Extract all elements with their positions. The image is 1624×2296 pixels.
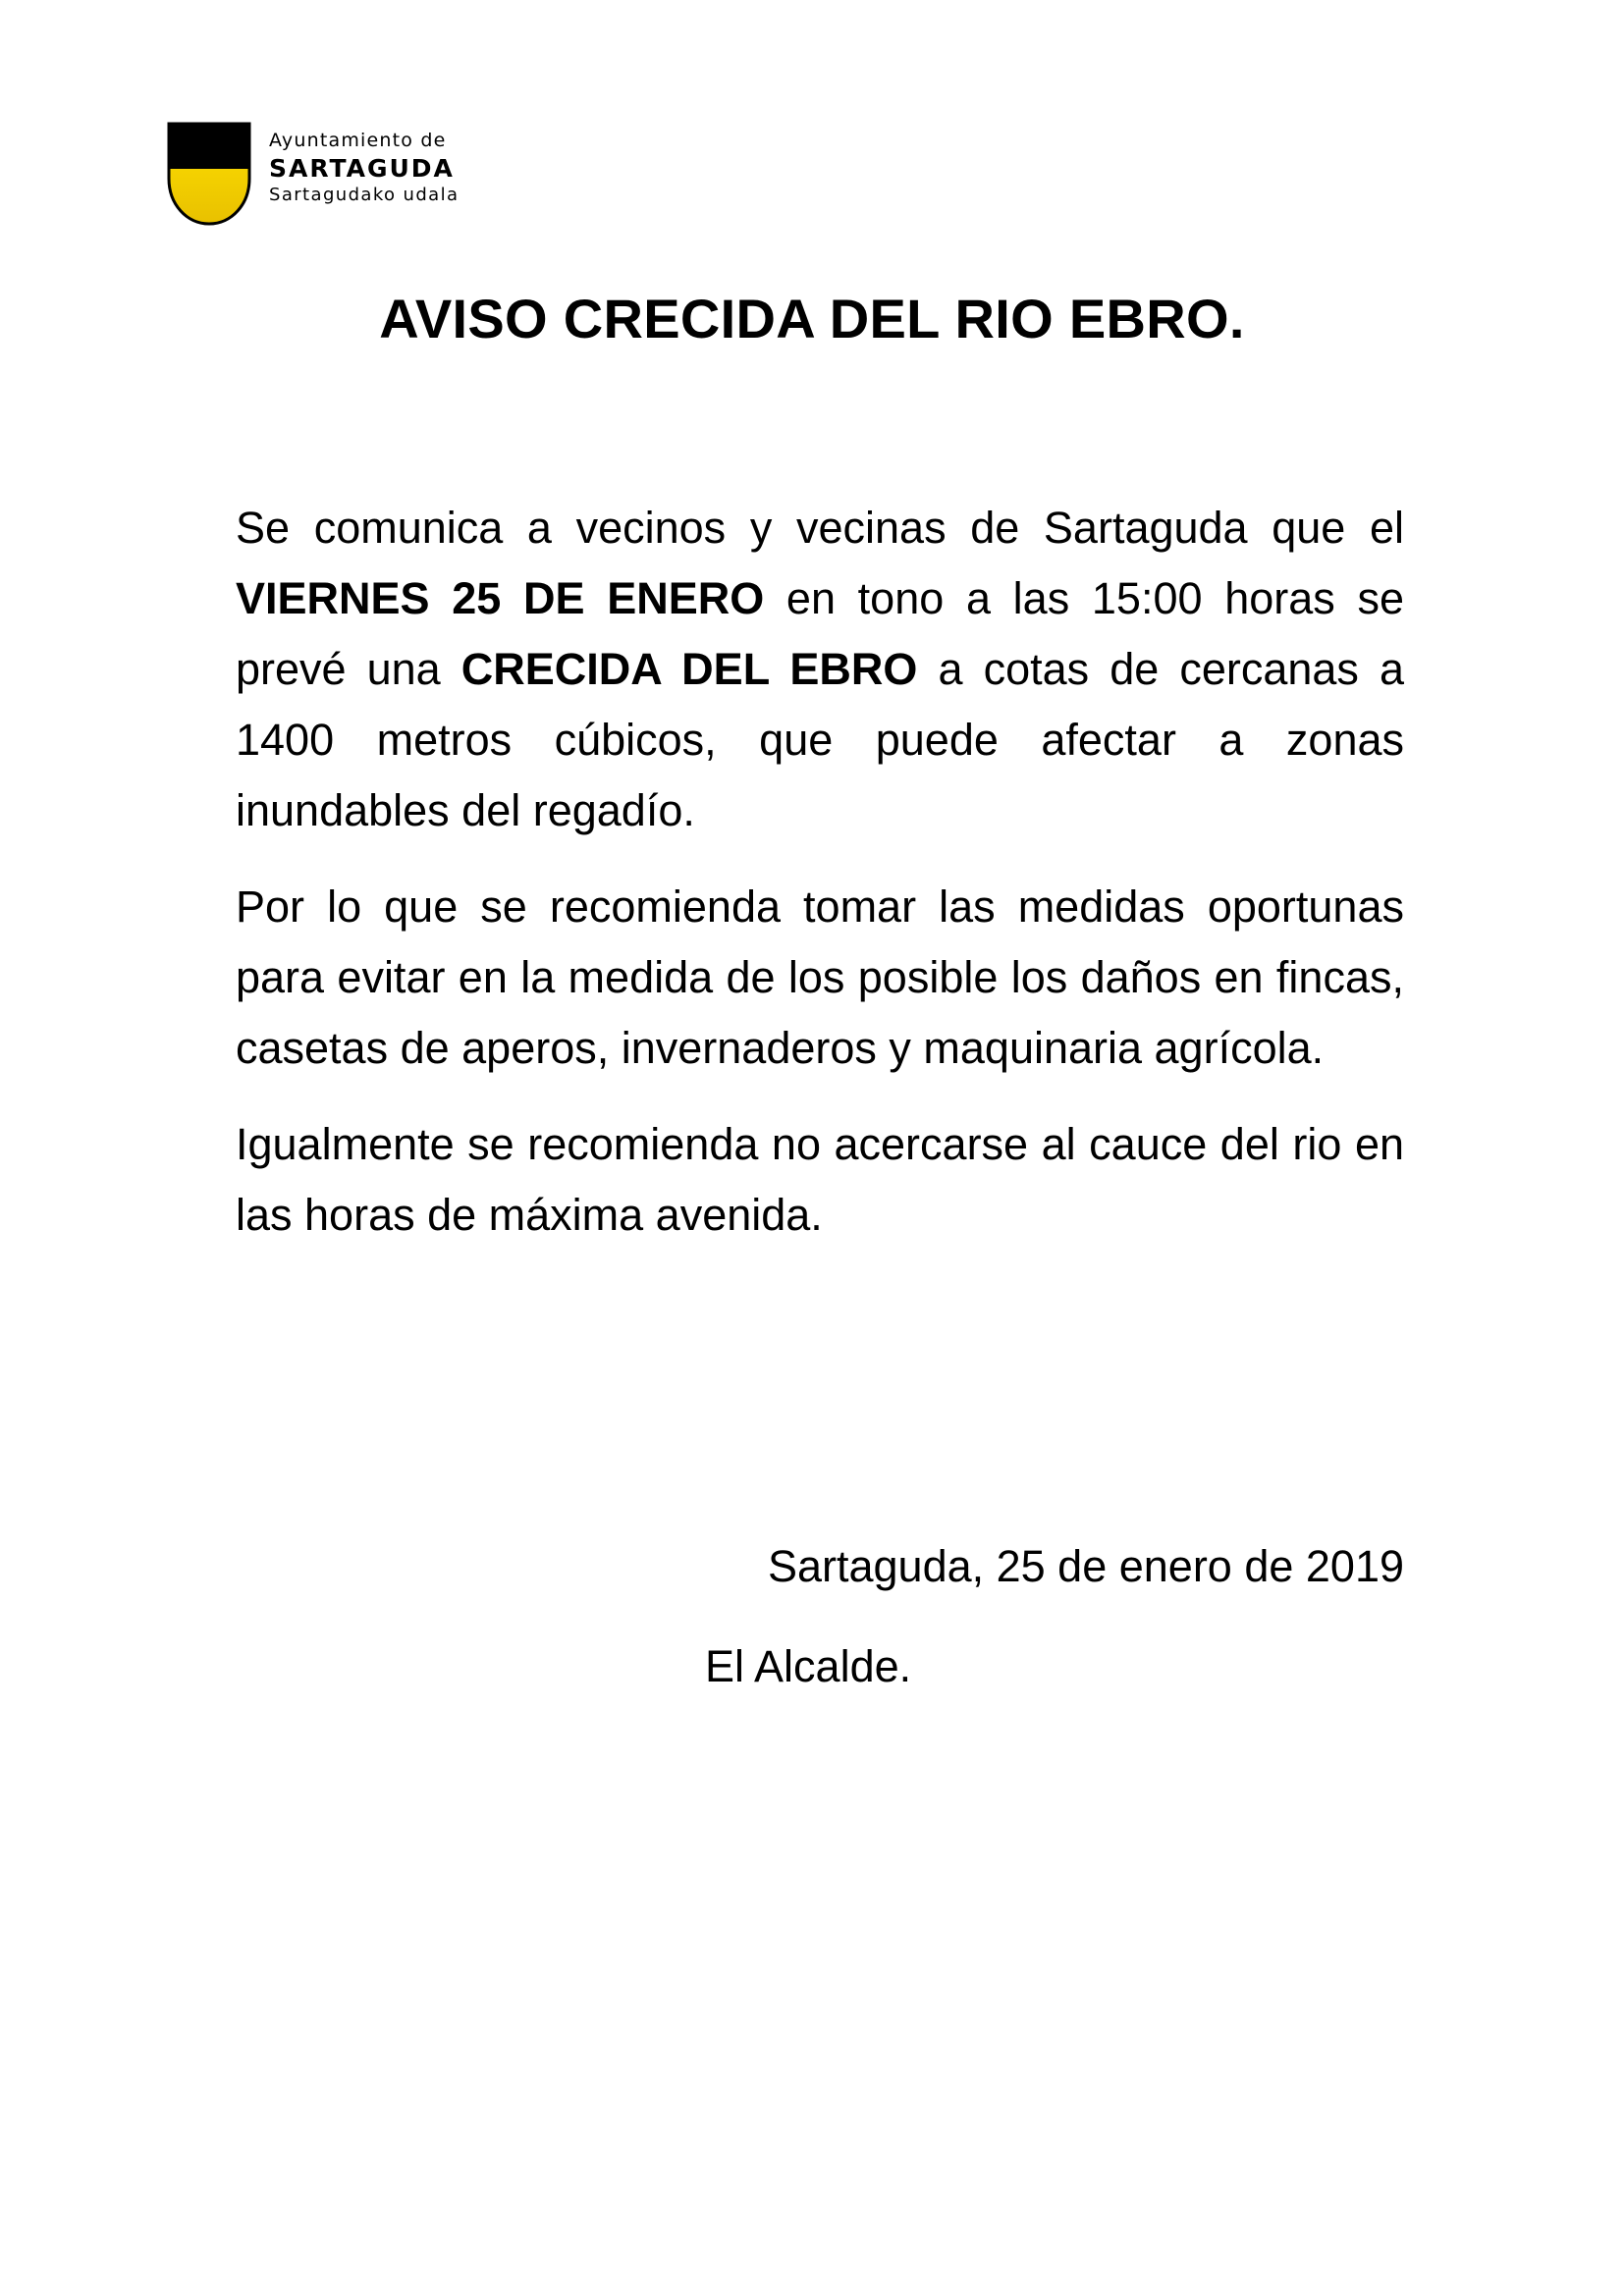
organization-name [269, 132, 459, 204]
p1-text-2: en tono a las 15:00 horas se prevé una [236, 573, 1404, 694]
notice-title: AVISO CRECIDA DEL RIO EBRO. [379, 288, 1245, 349]
shield-icon [167, 122, 251, 226]
org-line-1: Ayuntamiento de [269, 130, 447, 151]
p1-text-3: a cotas de cercanas a 1400 metros cúbicos, que puede afectar a zonas inundables del regadío. [236, 644, 1404, 835]
signature-date: Sartaguda, 25 de enero de 2019 [767, 1541, 1404, 1591]
letterhead [167, 122, 459, 226]
org-line-3: Sartagudako udala [269, 185, 460, 205]
notice-body [236, 493, 1404, 1276]
paragraph-3: Igualmente se recomienda no acercarse al cauce del rio en las horas de máxima avenida. [236, 1119, 1404, 1240]
p1-bold-flood: CRECIDA DEL EBRO [460, 644, 918, 694]
signature-title: El Alcalde. [705, 1641, 912, 1691]
paragraph-2: Por lo que se recomienda tomar las medidas oportunas para evitar en la medida de los posible los daños en fincas, casetas de aperos, invernaderos y maquinaria agrícola. [236, 881, 1404, 1073]
org-line-2: SARTAGUDA [269, 154, 455, 183]
p1-bold-date: VIERNES 25 DE ENERO [236, 573, 765, 623]
p1-text-1: Se comunica a vecinos y vecinas de Sartaguda que el [236, 503, 1404, 553]
paragraph-1 [236, 493, 1404, 846]
